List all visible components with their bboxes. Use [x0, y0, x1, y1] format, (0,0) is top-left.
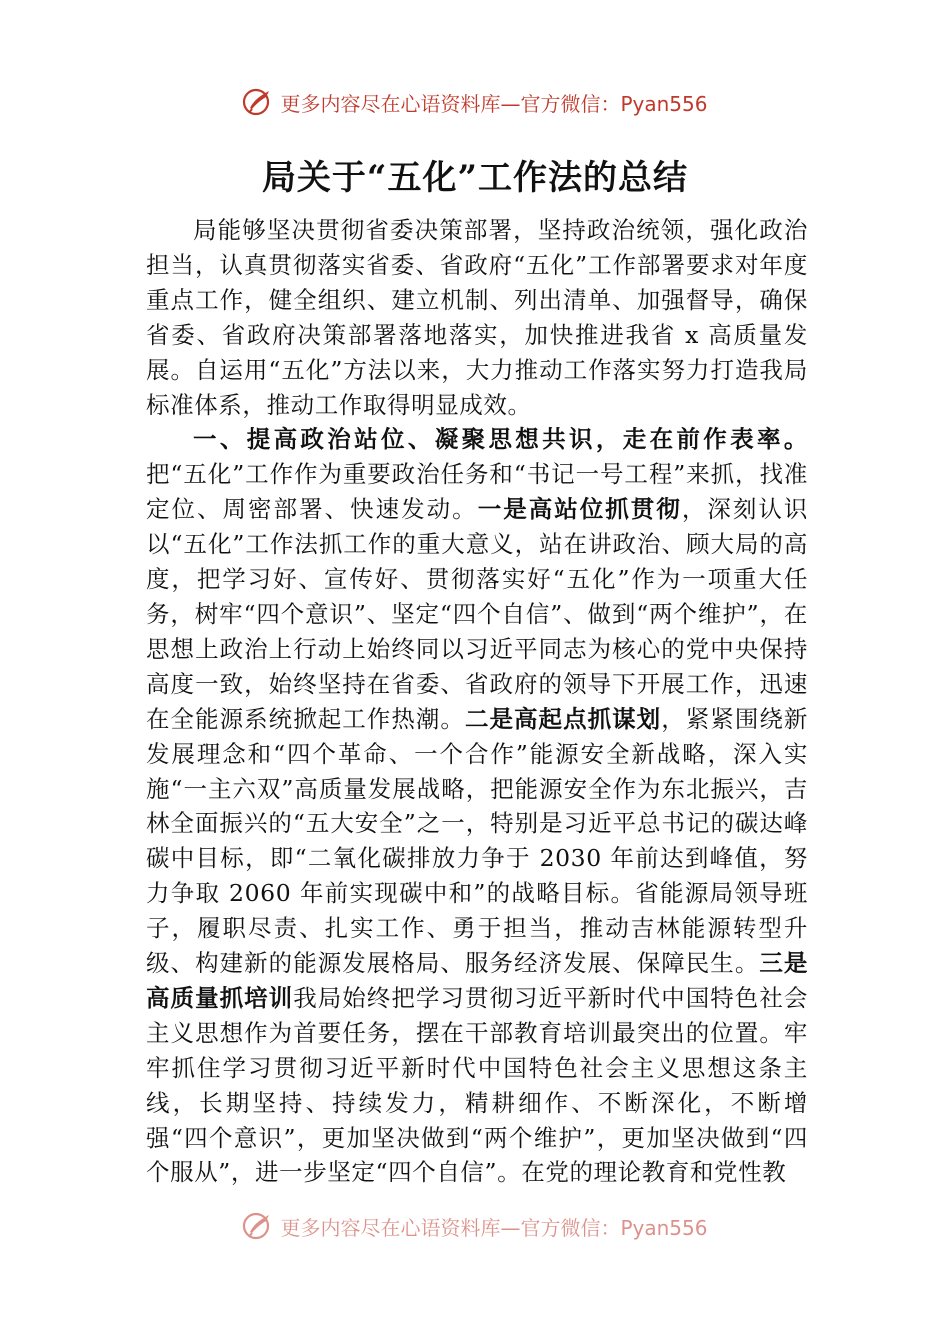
watermark-text: 更多内容尽在心语资料库—官方微信：Pyan556 — [280, 91, 708, 116]
pen-logo-icon — [242, 1210, 274, 1242]
point-three-heading: 三是高质量抓培训 — [146, 949, 809, 1012]
paragraph-section-one — [146, 422, 808, 1190]
section-text-3: ，紧紧围绕新发展理念和“四个革命、一个合作”能源安全新战略，深入实施“一主六双”高质量发展战略，把能源安全作为东北振兴，吉林全面振兴的“五大安全”之一，特别是习近平总书记的碳达峰碳中目标，即“二氧化碳排放力争于 2030 年前达到峰值，努力争取 2060 年前实现碳中和”的战略目标。省能源局领导班子，履职尽责、扎实工作、勇于担当，推动吉林能源转型升级、构建新的能源发展格局、服务经济发展、保障民生。 — [146, 704, 808, 978]
watermark-header — [0, 82, 950, 122]
section-text-2: ，深刻认识以“五化”工作法抓工作的重大意义，站在讲政治、顾大局的高度，把学习好、宣传好、贯彻落实好“五化”作为一项重大任务，树牢“四个意识”、坚定“四个自信”、做到“两个维护”，在思想上政治上行动上始终同以习近平同志为核心的党中央保持高度一致，始终坚持在省委、省政府的领导下开展工作，迅速在全能源系统掀起工作热潮。 — [146, 495, 808, 733]
watermark-text: 更多内容尽在心语资料库—官方微信：Pyan556 — [280, 1215, 708, 1240]
document-title: 局关于“五化”工作法的总结 — [261, 158, 689, 198]
watermark-footer — [0, 1206, 950, 1246]
section-text-4: 我局始终把学习贯彻习近平新时代中国特色社会主义思想作为首要任务，摆在干部教育培训最突出的位置。牢牢抓住学习贯彻习近平新时代中国特色社会主义思想这条主线，长期坚持、持续发力，精耕细作、不断深化，不断增强“四个意识”，更加坚决做到“两个维护”，更加坚决做到“四个服从”，进一步坚定“四个自信”。在党的理论教育和党性教 — [146, 983, 808, 1187]
pen-logo-icon — [242, 86, 274, 118]
section-text-1: 把“五化”工作作为重要政治任务和“书记一号工程”来抓，找准定位、周密部署、快速发动。 — [146, 460, 808, 524]
paragraph-intro: 局能够坚决贯彻省委决策部署，坚持政治统领，强化政治担当，认真贯彻落实省委、省政府“五化”工作部署要求对年度重点工作，健全组织、建立机制、列出清单、加强督导，确保省委、省政府决策部署落地落实，加快推进我省 x 高质量发展。自运用“五化”方法以来，大力推动工作落实努力打造我局标准体系，推动工作取得明显成效。 — [146, 216, 808, 419]
section-heading: 一、提高政治站位、凝聚思想共识，走在前作表率。 — [193, 425, 808, 454]
point-two-heading: 二是高起点抓谋划 — [464, 704, 662, 733]
document-body — [146, 213, 808, 1190]
point-one-heading: 一是高站位抓贯彻 — [477, 495, 682, 524]
